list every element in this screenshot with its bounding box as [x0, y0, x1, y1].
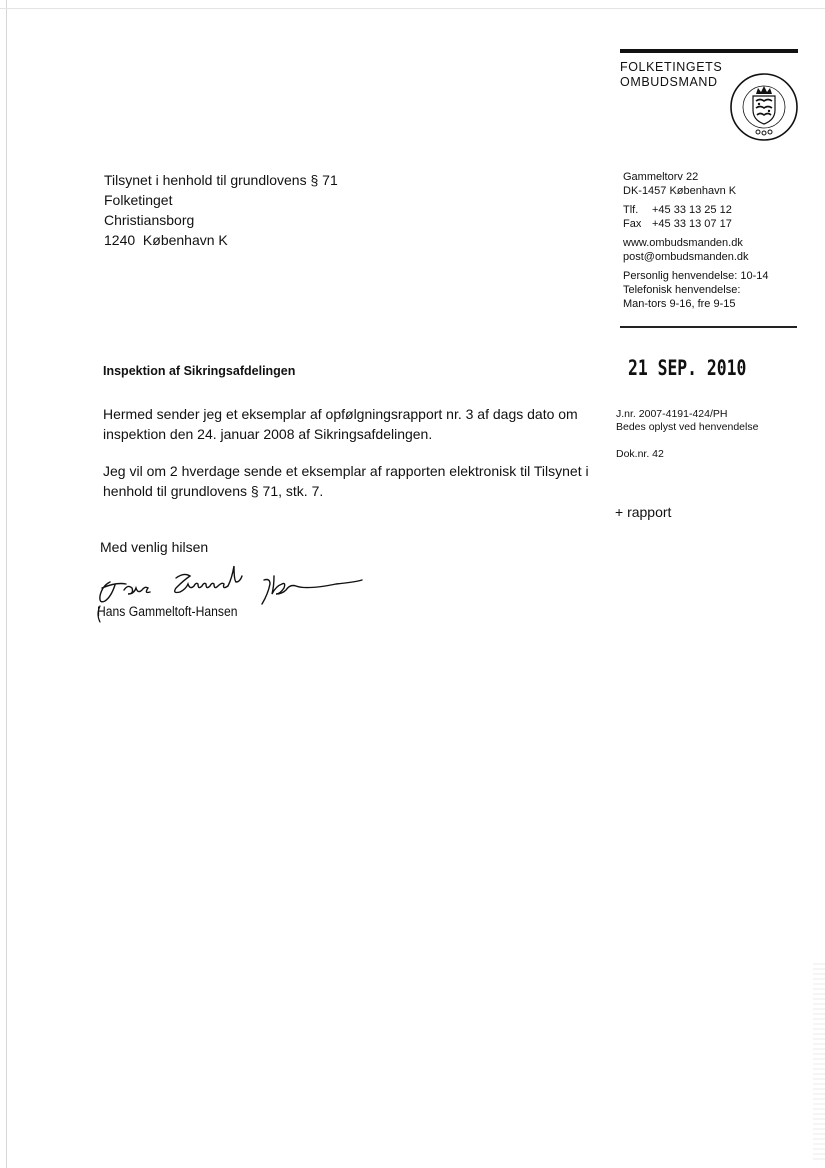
date-stamp: 21 SEP. 2010 — [628, 356, 747, 380]
sender-hours-phone-label: Telefonisk henvendelse: — [623, 284, 741, 296]
recipient-line4: 1240 København K — [104, 232, 228, 248]
sender-block-rule — [620, 326, 797, 328]
folketinget-seal-icon — [729, 72, 799, 142]
body-paragraph-1: Hermed sender jeg et eksemplar af opfølgningsrapport nr. 3 af dags dato om inspektion den 24. januar 2008 af Sikringsafdelingen. — [103, 406, 578, 442]
scan-noise — [813, 960, 825, 1160]
fax-label: Fax — [623, 218, 642, 230]
enclosure-note: + rapport — [615, 504, 672, 520]
sender-address-block — [623, 170, 769, 316]
document-number: Dok.nr. 42 — [616, 448, 664, 460]
org-name-line2: OMBUDSMAND — [620, 75, 718, 89]
scan-edge-top — [0, 8, 825, 9]
letter-body — [103, 404, 593, 518]
sender-email: post@ombudsmanden.dk — [623, 251, 749, 263]
journal-note: Bedes oplyst ved henvendelse — [616, 421, 759, 433]
fax-number: +45 33 13 07 17 — [652, 218, 732, 230]
phone-label: Tlf. — [623, 204, 639, 216]
sender-fax-row — [623, 217, 769, 231]
letter-subject: Inspektion af Sikringsafdelingen — [103, 364, 296, 378]
signer-name: Hans Gammeltoft-Hansen — [97, 604, 238, 619]
scan-edge-left — [6, 0, 7, 1168]
sender-hours-personal: Personlig henvendelse: 10-14 — [623, 270, 769, 282]
recipient-line1: Tilsynet i henhold til grundlovens § 71 — [104, 172, 338, 188]
sender-website: www.ombudsmanden.dk — [623, 237, 743, 249]
letterhead-rule — [620, 49, 798, 53]
reference-block — [616, 408, 758, 461]
closing-phrase: Med venlig hilsen — [100, 539, 209, 555]
phone-number: +45 33 13 25 12 — [652, 204, 732, 216]
recipient-line3: Christiansborg — [104, 212, 195, 228]
recipient-line2: Folketinget — [104, 192, 173, 208]
sender-city: DK-1457 København K — [623, 185, 737, 197]
sender-hours-phone: Man-tors 9-16, fre 9-15 — [623, 298, 736, 310]
sender-street: Gammeltorv 22 — [623, 171, 699, 183]
body-paragraph-2: Jeg vil om 2 hverdage sende et eksemplar af rapporten elektronisk til Tilsynet i henhold til grundlovens § 71, stk. 7. — [103, 463, 589, 499]
org-name-line1: FOLKETINGETS — [620, 60, 723, 74]
journal-number: J.nr. 2007-4191-424/PH — [616, 408, 728, 420]
recipient-address — [104, 170, 338, 250]
sender-phone-row — [623, 203, 769, 217]
letterhead-org-name — [620, 60, 722, 90]
